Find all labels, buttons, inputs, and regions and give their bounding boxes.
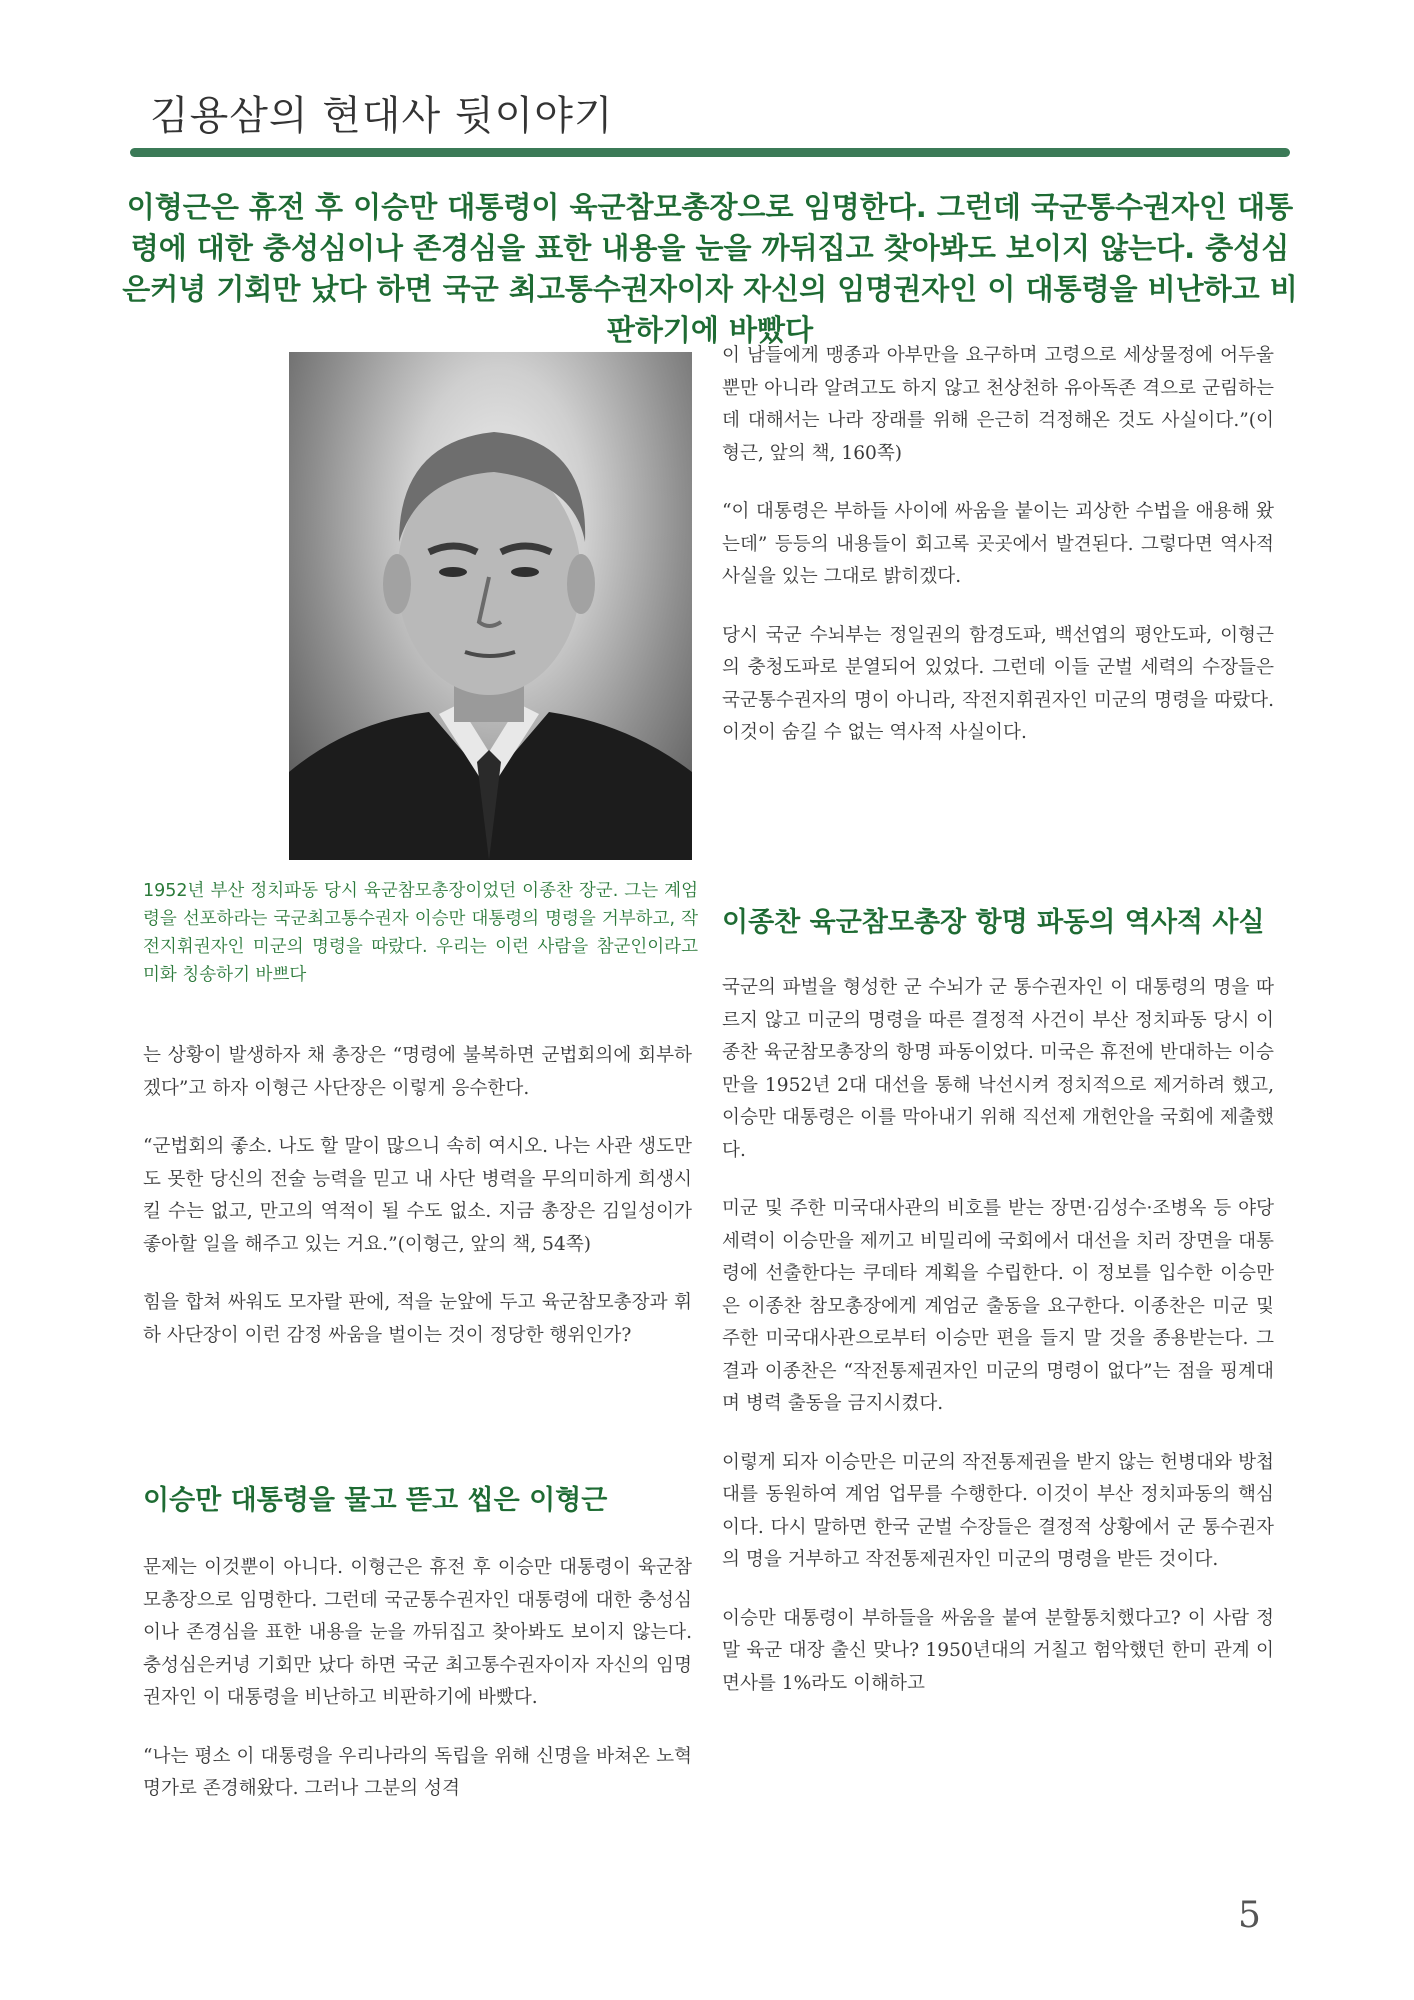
right-paragraph-2: “이 대통령은 부하들 사이에 싸움을 붙이는 괴상한 수법을 애용해 왔는데” 등등의 내용들이 회고록 곳곳에서 발견된다. 그렇다면 역사적 사실을 있는 그대로 밝히겠다.: [722, 501, 1274, 587]
left-paragraph-4: 문제는 이것뿐이 아니다. 이형근은 휴전 후 이승만 대통령이 육군참모총장으로 임명한다. 그런데 국군통수권자인 대통령에 대한 충성심이나 존경심을 표한 내용을 눈을 까뒤집고 찾아봐도 보이지 않는다. 충성심은커녕 기회만 났다 하면 국군 최고통수권자이자 자신의 임명권자인 이 대통령을 비난하고 비판하기에 바빴다.: [143, 1557, 692, 1708]
right-paragraph-5: 미군 및 주한 미국대사관의 비호를 받는 장면·김성수·조병옥 등 야당 세력이 이승만을 제끼고 비밀리에 국회에서 대선을 치러 장면을 대통령에 선출한다는 쿠데타 계획을 수립한다. 이 정보를 입수한 이승만은 이종찬 참모총장에게 계엄군 출동을 요구한다. 이종찬은 미군 및 주한 미국대사관으로부터 이승만 편을 들지 말 것을 종용받는다. 그 결과 이종찬은 “작전통제권자인 미군의 명령이 없다”는 점을 핑계대며 병력 출동을 금지시켰다.: [722, 1198, 1274, 1414]
left-paragraph-5: “나는 평소 이 대통령을 우리나라의 독립을 위해 신명을 바쳐온 노혁명가로 존경해왔다. 그러나 그분의 성격: [143, 1745, 692, 1799]
header-rule: [130, 148, 1290, 157]
page-number: 5: [1238, 1895, 1261, 1936]
right-paragraph-4: 국군의 파벌을 형성한 군 수뇌가 군 통수권자인 이 대통령의 명을 따르지 않고 미군의 명령을 따른 결정적 사건이 부산 정치파동 당시 이종찬 육군참모총장의 항명 파동이었다. 미국은 휴전에 반대하는 이승만을 1952년 2대 대선을 통해 낙선시켜 정치적으로 제거하려 했고, 이승만 대통령은 이를 막아내기 위해 직선제 개헌안을 국회에 제출했다.: [722, 977, 1274, 1161]
left-paragraph-3: 힘을 합쳐 싸워도 모자랄 판에, 적을 눈앞에 두고 육군참모총장과 휘하 사단장이 이런 감정 싸움을 벌이는 것이 정당한 행위인가?: [143, 1292, 692, 1346]
right-paragraph-7: 이승만 대통령이 부하들을 싸움을 붙여 분할통치했다고? 이 사람 정말 육군 대장 출신 맞나? 1950년대의 거칠고 험악했던 한미 관계 이면사를 1%라도 이해하고: [722, 1607, 1274, 1694]
photo-caption: 1952년 부산 정치파동 당시 육군참모총장이었던 이종찬 장군. 그는 계엄령을 선포하라는 국군최고통수권자 이승만 대통령의 명령을 거부하고, 작전지휘권자인 미군의 명령을 따랐다. 우리는 이런 사람을 참군인이라고 미화 칭송하기 바쁘다: [143, 881, 698, 985]
left-column-bottom: [143, 1552, 692, 1806]
left-column-top: [143, 1040, 692, 1352]
right-subheading: 이종찬 육군참모총장 항명 파동의 역사적 사실: [722, 907, 1265, 938]
portrait-illustration: [289, 352, 692, 860]
left-subheading: 이승만 대통령을 물고 뜯고 씹은 이형근: [143, 1485, 608, 1516]
lead-summary: 이형근은 휴전 후 이승만 대통령이 육군참모총장으로 임명한다. 그런데 국군통수권자인 대통령에 대한 충성심이나 존경심을 표한 내용을 눈을 까뒤집고 찾아봐도 보이지 않는다. 충성심은커녕 기회만 났다 하면 국군 최고통수권자이자 자신의 임명권자인 이 대통령을 비난하고 비판하기에 바빴다: [122, 190, 1298, 347]
series-title: 김용삼의 현대사 뒷이야기: [150, 93, 614, 139]
right-paragraph-6: 이렇게 되자 이승만은 미군의 작전통제권을 받지 않는 헌병대와 방첩대를 동원하여 계엄 업무를 수행한다. 이것이 부산 정치파동의 핵심이다. 다시 말하면 한국 군벌 수장들은 결정적 상황에서 군 통수권자의 명을 거부하고 작전통제권자인 미군의 명령을 받든 것이다.: [722, 1451, 1274, 1570]
left-paragraph-2: “군법회의 좋소. 나도 할 말이 많으니 속히 여시오. 나는 사관 생도만도 못한 당신의 전술 능력을 믿고 내 사단 병력을 무의미하게 희생시킬 수는 없고, 만고의 역적이 될 수도 없소. 지금 총장은 김일성이가 좋아할 일을 해주고 있는 거요.”(이형근, 앞의 책, 54쪽): [143, 1136, 692, 1255]
right-paragraph-1: 이 남들에게 맹종과 아부만을 요구하며 고령으로 세상물정에 어두울 뿐만 아니라 알려고도 하지 않고 천상천하 유아독존 격으로 군림하는 데 대해서는 나라 장래를 위해 은근히 걱정해온 것도 사실이다.”(이형근, 앞의 책, 160쪽): [722, 345, 1274, 464]
left-paragraph-1: 는 상황이 발생하자 채 총장은 “명령에 불복하면 군법회의에 회부하겠다”고 하자 이형근 사단장은 이렇게 응수한다.: [143, 1045, 692, 1099]
right-paragraph-3: 당시 국군 수뇌부는 정일권의 함경도파, 백선엽의 평안도파, 이형근의 충청도파로 분열되어 있었다. 그런데 이들 군벌 세력의 수장들은 국군통수권자의 명이 아니라, 작전지휘권자인 미군의 명령을 따랐다. 이것이 숨길 수 없는 역사적 사실이다.: [722, 624, 1274, 743]
right-column-bottom: [722, 972, 1274, 1700]
right-column-top: [722, 340, 1274, 750]
portrait-photo: [289, 352, 692, 860]
